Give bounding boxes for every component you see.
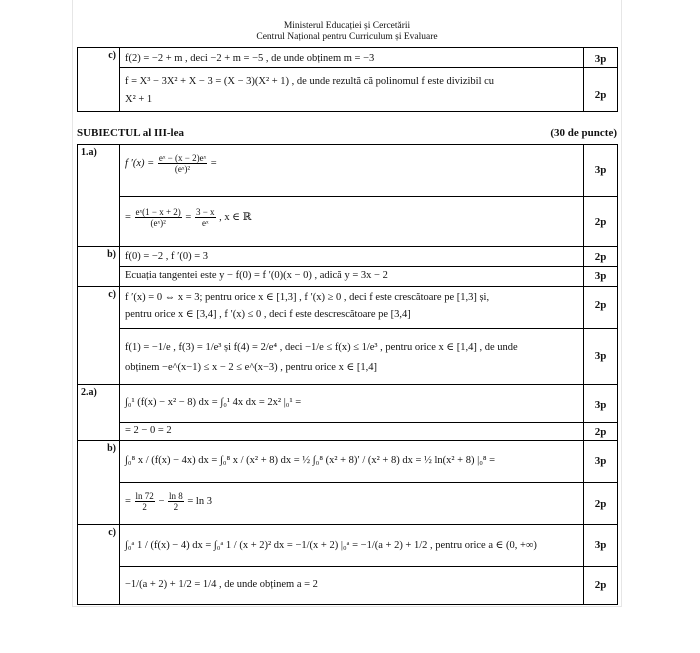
prev-c-label: c) (78, 48, 120, 112)
q2a-pts1: 3p (594, 399, 607, 411)
q1a-pts1: 3p (594, 164, 607, 176)
q1c-line3: f(1) = −1/e , f(3) = 1/e³ și f(4) = 2/e⁴ , deci −1/e ≤ f(x) ≤ 1/e³ , pentru orice x ∈ [1,4] , de unde (125, 342, 518, 353)
q2b-frac2-den: 2 (173, 502, 179, 512)
q1a-frac1-num: eˣ − (x − 2)eˣ (158, 153, 207, 163)
q2a-line1: ∫₀¹ (f(x) − x² − 8) dx = ∫₀¹ 4x dx = 2x² |₀¹ = (125, 397, 302, 408)
q1a-line1-lhs: f ′(x) = (125, 157, 155, 169)
q1c-line4: obținem −e^(x−1) ≤ x − 2 ≤ e^(x−3) , pentru orice x ∈ [1,4] (125, 362, 377, 373)
section-title: SUBIECTUL al III-lea (77, 127, 184, 139)
q1a-frac3-den: eˣ (201, 218, 209, 228)
q2a-label: 2.a) (78, 385, 120, 441)
q2a-pts2: 2p (594, 426, 607, 438)
q1a-frac3-num: 3 − x (195, 207, 215, 217)
q1c-label: c) (78, 287, 120, 385)
q2b-frac2 (168, 491, 184, 512)
q1a-frac2-num: eˣ(1 − x + 2) (135, 207, 181, 217)
subject-3-table (77, 144, 618, 605)
document-page (73, 0, 621, 606)
prev-c-pts2: 2p (594, 89, 607, 101)
q2c-pts1: 3p (594, 539, 607, 551)
q1c-pts2: 3p (594, 350, 607, 362)
prev-c-line3: X² + 1 (125, 94, 153, 105)
q2b-pts1: 3p (594, 455, 607, 467)
q1b-line2: Ecuația tangentei este y − f(0) = f ′(0)(x − 0) , adică y = 3x − 2 (125, 270, 388, 281)
prev-c-pts1: 3p (594, 53, 607, 65)
q1c-pts1: 2p (594, 299, 607, 311)
prev-part-c-table (77, 47, 618, 112)
q2b-line2: = $\frac{\ln 72}{2}$ − $\frac{\ln 8}{2}$ = ln 3 (125, 491, 212, 512)
q2a-line2: = 2 − 0 = 2 (125, 425, 172, 436)
q2b-pts2: 2p (594, 498, 607, 510)
prev-c-line2: f = X³ − 3X² + X − 3 = (X − 3)(X² + 1) , de unde rezultă că polinomul f este divizibil cu (125, 76, 495, 87)
q2c-label: c) (78, 525, 120, 605)
q1b-pts1: 2p (594, 251, 607, 263)
q1a-line1-tail: = (210, 157, 217, 169)
q1c-line1: f ′(x) = 0 ⇔ x = 3; pentru orice x ∈ [1,3] , f ′(x) ≥ 0 , deci f este crescătoare pe [1,3] și, (125, 292, 490, 303)
q2b-frac2-num: ln 8 (168, 491, 183, 501)
q2b-frac1-num: ln 72 (135, 491, 154, 501)
q1a-line2-eq: = (185, 211, 192, 223)
q2b-label: b) (78, 441, 120, 525)
q1a-line1 (120, 153, 583, 174)
q2c-line1: ∫₀ᵃ 1 / (f(x) − 4) dx = ∫₀ᵃ 1 / (x + 2)² dx = −1/(x + 2) |₀ᵃ = −1/(a + 2) + 1/2 , pentru orice a ∈ (0, +∞) (125, 540, 537, 551)
q2b-frac1-den: 2 (142, 502, 147, 512)
q1a-line2 (120, 207, 583, 228)
q2c-pts2: 2p (594, 579, 607, 591)
header-center: Centrul Național pentru Curriculum și Evaluare (256, 32, 438, 42)
q1a-frac2 (135, 207, 182, 228)
q1a-frac3 (195, 207, 216, 228)
q1b-label: b) (78, 247, 120, 287)
q1a-line2-tail: , x ∈ ℝ (219, 211, 252, 223)
section-points: (30 de puncte) (550, 127, 617, 139)
q1b-line1: f(0) = −2 , f ′(0) = 3 (125, 251, 209, 262)
q1a-frac2-den: (eˣ)² (150, 218, 166, 228)
header-ministry: Ministerul Educației și Cercetării (283, 21, 411, 31)
q1a-frac1 (158, 153, 207, 174)
prev-c-line1: f(2) = −2 + m , deci −2 + m = −5 , de unde obținem m = −3 (125, 53, 375, 64)
q2b-line2-tail: = ln 3 (187, 495, 212, 507)
q1a-label: 1.a) (78, 145, 120, 247)
q1a-pts2: 2p (594, 216, 607, 228)
q1a-frac1-den: (eˣ)² (174, 164, 191, 174)
q2b-line1: ∫₀⁸ x / (f(x) − 4x) dx = ∫₀⁸ x / (x² + 8) dx = ½ ∫₀⁸ (x² + 8)′ / (x² + 8) dx = ½ ln(x² + 8) |₀⁸ = (125, 455, 496, 466)
q1b-pts2: 3p (594, 270, 607, 282)
q2b-frac1 (135, 491, 155, 512)
q1a-line2-lead: = (125, 211, 131, 223)
q1c-line2: pentru orice x ∈ [3,4] , f ′(x) ≤ 0 , deci f este descrescătoare pe [3,4] (125, 309, 411, 320)
q2c-line2: −1/(a + 2) + 1/2 = 1/4 , de unde obținem a = 2 (125, 579, 318, 590)
